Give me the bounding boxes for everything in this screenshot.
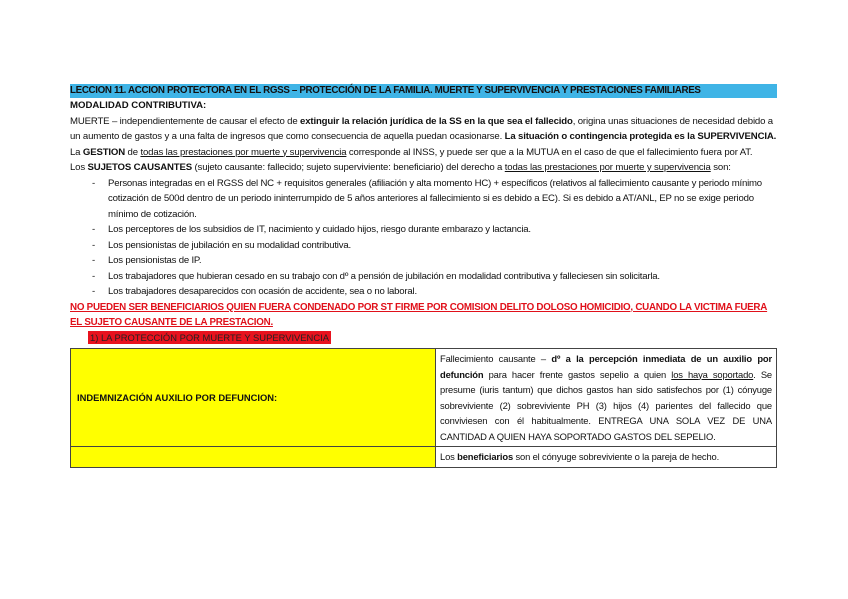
text-span: son: [710,162,731,173]
lesson-heading: LECCION 11. ACCION PROTECTORA EN EL RGSS – PROTECCIÓN DE LA FAMILIA. MUERTE Y SUPERVIVENCIA Y PRESTACIONES FAMILIARES [70,84,777,98]
text-span: Los [440,451,458,462]
row-description [436,447,777,468]
bold-span: extinguir la relación jurídica de la SS en la que sea el fallecido [300,115,573,127]
text-span: . Se presume (iuris tantum) que dichos gastos han sido satisfechos por (1) cónyuge sobreviviente (2) sobreviviente PH (3) hijos (4) parientes del fallecido que conviviesen con él habitualmente. ENTREGA UNA SOLA VEZ DE UNA CANTIDAD A QUIEN HAYA SOPORTADO GASTOS DEL SEPELIO. [440,368,772,442]
text-span: para hacer frente gastos sepelio a quien [483,368,672,380]
text-span: son el cónyuge sobreviviente o la pareja de hecho. [513,451,720,462]
underline-span: todas las prestaciones por muerte y supervivencia [504,162,711,173]
bold-span: GESTION [82,146,126,158]
paragraph-gestion [70,145,777,161]
underline-span: todas las prestaciones por muerte y supervivencia [140,146,347,158]
bold-span: beneficiarios [457,451,514,462]
text-span: La [70,146,83,158]
text-span: , origina unas situaciones de necesidad debido a un aumento de gastos y a una falta de ingresos que como consecuencia de aquella puedan ocasionarse. [70,115,773,142]
section-heading-row [70,331,777,347]
document-page [70,84,777,468]
list-item: - Los perceptores de los subsidios de IT, nacimiento y cuidado hijos, riesgo durante embarazo y lactancia. [92,222,777,238]
benefit-table [70,348,777,468]
list-item: - Los pensionistas de IP. [92,253,777,269]
table-row [71,447,777,468]
modality-subheading: MODALIDAD CONTRIBUTIVA: [70,100,207,111]
bold-span: La situación o contingencia protegida es la SUPERVIVENCIA. [504,131,777,142]
row-label: INDEMNIZACIÓN AUXILIO POR DEFUNCION: [71,349,436,447]
list-item: - Los trabajadores que hubieran cesado en su trabajo con dº a pensión de jubilación en modalidad contributiva y falleciesen sin solicitarla. [92,269,777,285]
text-span: Fallecimiento causante – [440,353,552,364]
list-item: - Los pensionistas de jubilación en su modalidad contributiva. [92,238,777,254]
row-description [436,349,777,447]
bold-span: dº a la percepción inmediata de un auxilio por defunción [440,353,773,380]
paragraph-sujetos [70,160,777,176]
text-span: (sujeto causante: fallecido; sujeto superviviente: beneficiario) del derecho a [191,162,505,173]
table-row [71,349,777,447]
paragraph-muerte [70,114,777,145]
text-span: MUERTE – independientemente de causar el efecto de [70,115,301,127]
row-label [71,447,436,468]
list-item: - Personas integradas en el RGSS del NC + requisitos generales (afiliación y alta momento HC) + específicos (relativos al fallecimiento causante y periodo mínimo cotización de 500d dentro de un periodo ininterrumpido de 5 años anteriores al fallecimiento si es debido a EC). Si es debido a AT/ANL, EP no se exige periodo mínimo de cotización. [92,176,777,223]
list-item: - Los trabajadores desaparecidos con ocasión de accidente, sea o no laboral. [92,284,777,300]
bold-span: SUJETOS CAUSANTES [87,162,192,173]
warning-text: NO PUEDEN SER BENEFICIARIOS QUIEN FUERA CONDENADO POR ST FIRME POR COMISION DELITO DOLOSO HOMICIDIO, CUANDO LA VICTIMA FUERA EL SUJETO CAUSANTE DE LA PRESTACION. [70,301,768,328]
text-span: corresponde al INSS, y puede ser que a la MUTUA en el caso de que el fallecimiento fuera por AT. [346,146,753,158]
text-span: Los [70,162,88,173]
underline-span: los haya soportado [671,368,754,380]
sujetos-list [70,176,777,300]
text-span: de [125,146,141,158]
section-heading: 1) LA PROTECCIÓN POR MUERTE Y SUPERVIVENCIA [90,331,329,343]
